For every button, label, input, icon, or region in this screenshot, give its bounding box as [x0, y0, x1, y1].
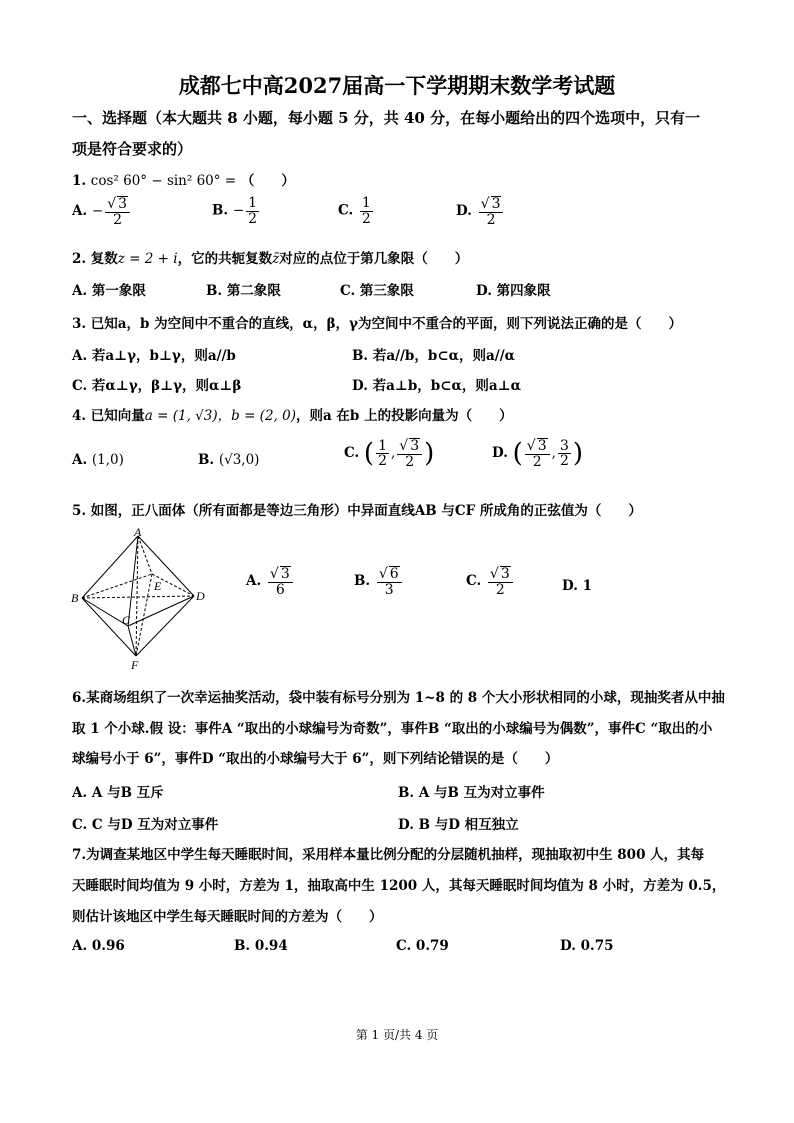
q2-option-d: D. 第四象限 [476, 283, 551, 299]
q5-option-d: D. 1 [562, 578, 593, 594]
question-6-line3: 球编号小于 6”，事件D “取出的小球编号大于 6”，则下列结论错误的是（ ） [72, 751, 559, 767]
vertex-label-d: D [196, 589, 205, 603]
q7-option-d: D. 0.75 [560, 938, 614, 954]
q6-option-b: B. A 与B 互为对立事件 [398, 785, 545, 801]
vertex-label-a: A [134, 528, 142, 539]
q4-option-d: D. ( √ $\frac{3}{2}$ , $\frac{3}{2}$ ) [492, 438, 583, 469]
q3-option-c: C. 若α⊥γ，β⊥γ，则α⊥β [72, 378, 242, 394]
q3-option-b: B. 若a//b，b⊂α，则a//α [352, 348, 516, 364]
q7-option-a: A. 0.96 [72, 938, 125, 954]
page-title: 成都七中高2027届高一下学期期末数学考试题 [178, 73, 616, 98]
q3-option-d: D. 若a⊥b，b⊂α，则a⊥α [352, 378, 522, 394]
q1-stem-math: cos² 60° − sin² 60° = [90, 173, 237, 189]
q1-stem-tail: （ ） [240, 173, 295, 189]
question-5: 5. 如图，正八面体（所有面都是等边三角形）中异面直线AB 与CF 所成角的正弦值为（ ） [72, 503, 642, 519]
page-footer: 第 1 页/共 4 页 [355, 1028, 439, 1042]
q1-number: 1. [72, 173, 87, 189]
q2-option-b: B. 第二象限 [206, 283, 281, 299]
q5-option-a: A. √ $\frac{3}{6}$ [246, 566, 295, 597]
q4-option-a: A. (1,0) [72, 452, 124, 468]
question-6-line2: 取 1 个小球.假 设：事件A “取出的小球编号为奇数”，事件B “取出的小球编号为偶数”，事件C “取出的小 [72, 721, 713, 737]
section-heading-line1: 一、选择题（本大题共 8 小题，每小题 5 分，共 40 分，在每小题给出的四个选项中，只有一 [72, 109, 701, 127]
q5-option-b: B. √ $\frac{6}{3}$ [354, 566, 404, 597]
question-4: 4. 已知向量a = (1, √3)，b = (2, 0)，则a 在b 上的投影向量为（ ） [72, 408, 513, 424]
question-7-line1: 7.为调查某地区中学生每天睡眠时间，采用样本量比例分配的分层随机抽样，现抽取初中生 800 人，其每 [72, 847, 705, 863]
q1-option-b: B. − $\frac{1}{2}$ [212, 195, 258, 227]
vertex-label-b: B [71, 591, 79, 605]
question-7-line3: 则估计该地区中学生每天睡眠时间的方差为（ ） [72, 909, 383, 925]
q4-option-b: B. (√3,0) [198, 452, 260, 468]
q4-option-c: C. ( $\frac{1}{2}$ , √ $\frac{3}{2}$ ) [344, 438, 434, 469]
vertex-label-c: C [122, 613, 131, 627]
q2-option-a: A. 第一象限 [72, 283, 146, 299]
q1-option-c: C. $\frac{1}{2}$ [338, 195, 371, 227]
q7-option-b: B. 0.94 [234, 938, 288, 954]
question-7-line2: 天睡眠时间均值为 9 小时，方差为 1，抽取高中生 1200 人，其每天睡眠时间均值为 8 小时，方差为 0.5， [72, 878, 726, 894]
q7-option-c: C. 0.79 [396, 938, 449, 954]
q3-option-a: A. 若a⊥γ，b⊥γ，则a//b [72, 348, 236, 364]
q6-option-c: C. C 与D 互为对立事件 [72, 817, 219, 833]
q6-option-a: A. A 与B 互斥 [72, 785, 164, 801]
question-6-line1: 6.某商场组织了一次幸运抽奖活动，袋中装有标号分别为 1~8 的 8 个大小形状相同的小球，现抽奖者从中抽 [72, 690, 725, 706]
q2-option-c: C. 第三象限 [340, 283, 414, 299]
vertex-label-f: F [131, 658, 139, 670]
vertex-label-e: E [154, 579, 162, 593]
q6-option-d: D. B 与D 相互独立 [398, 817, 519, 833]
question-3: 3. 已知a，b 为空间中不重合的直线，α，β，γ为空间中不重合的平面，则下列说法正确的是（ ） [72, 316, 682, 332]
q1-option-a: A. − √ $\frac{3}{2}$ [72, 196, 132, 227]
question-1 [72, 169, 295, 189]
octahedron-figure [68, 528, 216, 670]
section-heading-line2: 项是符合要求的） [72, 140, 193, 158]
q5-option-c: C. √ $\frac{3}{2}$ [466, 566, 515, 597]
question-2: 2. 复数z = 2 + i，它的共轭复数z̄对应的点位于第几象限（ ） [72, 251, 469, 267]
q1-option-d: D. √ $\frac{3}{2}$ [456, 196, 505, 227]
